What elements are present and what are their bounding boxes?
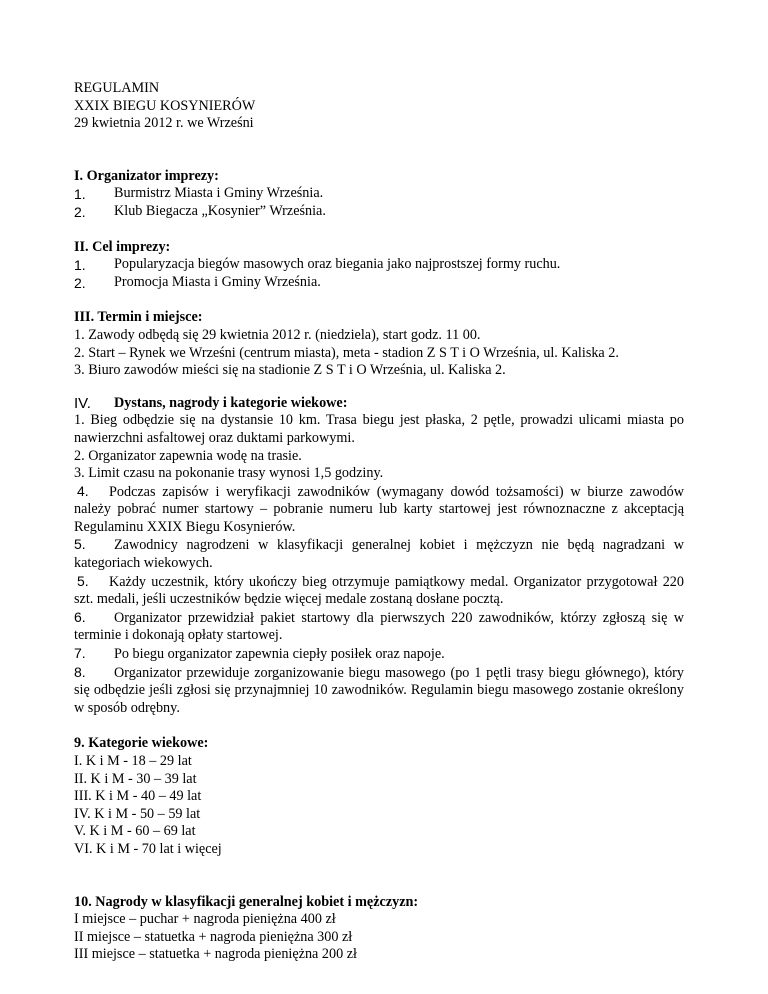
section4-paragraph-5b	[74, 573, 684, 609]
document-body	[74, 80, 684, 964]
section1-heading: I. Organizator imprezy:	[74, 167, 219, 184]
list-item-text: Popularyzacja biegów masowych oraz biegania jako najprostszej formy ruchu.	[114, 256, 561, 273]
doc-title-line2: XXIX BIEGU KOSYNIERÓW	[74, 97, 256, 114]
section3-heading: III. Termin i miejsce:	[74, 309, 203, 326]
paragraph-text: Podczas zapisów i weryfikacji zawodników (wymagany dowód tożsamości) w biurze zawodów należy pobrać numer startowy – pobranie numeru lub karty startowej jest równoznaczne z akceptacją Regulaminu XXIX Biegu Kosynierów.	[74, 483, 684, 535]
list-number: 5.	[74, 536, 86, 553]
age-category-5: V. K i M - 60 – 69 lat	[74, 823, 196, 840]
age-category-6: VI. K i M - 70 lat i więcej	[74, 840, 222, 857]
section1-item-1	[74, 185, 684, 203]
section3-line-2: 2. Start – Rynek we Wrześni (centrum miasta), meta - stadion Z S T i O Września, ul. Kaliska 2.	[74, 344, 619, 361]
section10-heading: 10. Nagrody w klasyfikacji generalnej kobiet i mężczyzn:	[74, 893, 419, 910]
prize-line-1: I miejsce – puchar + nagroda pieniężna 400 zł	[74, 911, 336, 928]
doc-title-line1: REGULAMIN	[74, 80, 160, 96]
list-item-text: Klub Biegacza „Kosynier” Września.	[114, 202, 326, 219]
age-category-3: III. K i M - 40 – 49 lat	[74, 788, 202, 805]
doc-title-line3: 29 kwietnia 2012 r. we Wrześni	[74, 115, 254, 132]
paragraph-text: Zawodnicy nagrodzeni w klasyfikacji generalnej kobiet i mężczyzn nie będą nagradzani w kategoriach wiekowych.	[74, 537, 684, 572]
section4-paragraph-7	[74, 645, 684, 664]
list-number: 1.	[74, 257, 86, 274]
section4-heading	[74, 395, 684, 413]
list-item-text: Burmistrz Miasta i Gminy Września.	[114, 185, 324, 202]
section3-line-3: 3. Biuro zawodów mieści się na stadionie Z S T i O Września, ul. Kaliska 2.	[74, 362, 506, 379]
age-category-4: IV. K i M - 50 – 59 lat	[74, 805, 201, 822]
section4-paragraph-2: 2. Organizator zapewnia wodę na trasie.	[74, 447, 302, 464]
section2-item-2	[74, 274, 684, 292]
section2-heading: II. Cel imprezy:	[74, 238, 171, 255]
age-category-2: II. K i M - 30 – 39 lat	[74, 770, 197, 787]
list-number: 8.	[74, 663, 86, 680]
section4-number: IV.	[74, 394, 91, 412]
list-number: 2.	[74, 274, 86, 291]
section4-paragraph-4	[74, 483, 684, 537]
prize-line-3: III miejsce – statuetka + nagroda pieniężna 200 zł	[74, 946, 357, 963]
section4-paragraph-5a	[74, 536, 684, 572]
paragraph-text: Organizator przewiduje zorganizowanie biegu masowego (po 1 pętli trasy biegu głównego), który się odbędzie jeśli zgłosi się przynajmniej 10 zawodników. Regulamin biegu masowego zostanie określony w sposób odrębny.	[74, 664, 684, 716]
section4-paragraph-6	[74, 609, 684, 645]
section4-paragraph-1: 1. Bieg odbędzie się na dystansie 10 km. Trasa biegu jest płaska, 2 pętle, prowadzi ulicami miasta po nawierzchni asfaltowej oraz duktami parkowymi.	[74, 412, 684, 446]
section4-heading-text: Dystans, nagrody i kategorie wiekowe:	[114, 394, 348, 411]
list-number: 1.	[74, 186, 86, 203]
section4-paragraph-3: 3. Limit czasu na pokonanie trasy wynosi 1,5 godziny.	[74, 465, 384, 482]
paragraph-text: Po biegu organizator zapewnia ciepły posiłek oraz napoje.	[114, 646, 445, 663]
section1-item-2	[74, 203, 684, 221]
section3-line-1: 1. Zawody odbędą się 29 kwietnia 2012 r. (niedziela), start godz. 11 00.	[74, 326, 481, 343]
list-number: 2.	[74, 203, 86, 220]
prize-line-2: II miejsce – statuetka + nagroda pieniężna 300 zł	[74, 928, 353, 945]
list-item-text: Promocja Miasta i Gminy Września.	[114, 273, 321, 290]
list-number: 4.	[77, 482, 89, 499]
paragraph-text: Organizator przewidział pakiet startowy dla pierwszych 220 zawodników, którzy zgłoszą się w terminie i dokonają opłaty startowej.	[74, 609, 684, 644]
age-category-1: I. K i M - 18 – 29 lat	[74, 753, 192, 769]
section4-paragraph-8	[74, 664, 684, 718]
list-number: 7.	[74, 645, 86, 662]
list-number: 6.	[74, 608, 86, 625]
section2-item-1	[74, 256, 684, 274]
paragraph-text: Każdy uczestnik, który ukończy bieg otrzymuje pamiątkowy medal. Organizator przygotował 220 szt. medali, jeśli uczestników będzie więcej medale zostaną dosłane pocztą.	[74, 573, 684, 608]
section9-heading: 9. Kategorie wiekowe:	[74, 735, 209, 752]
list-number: 5.	[77, 572, 89, 589]
